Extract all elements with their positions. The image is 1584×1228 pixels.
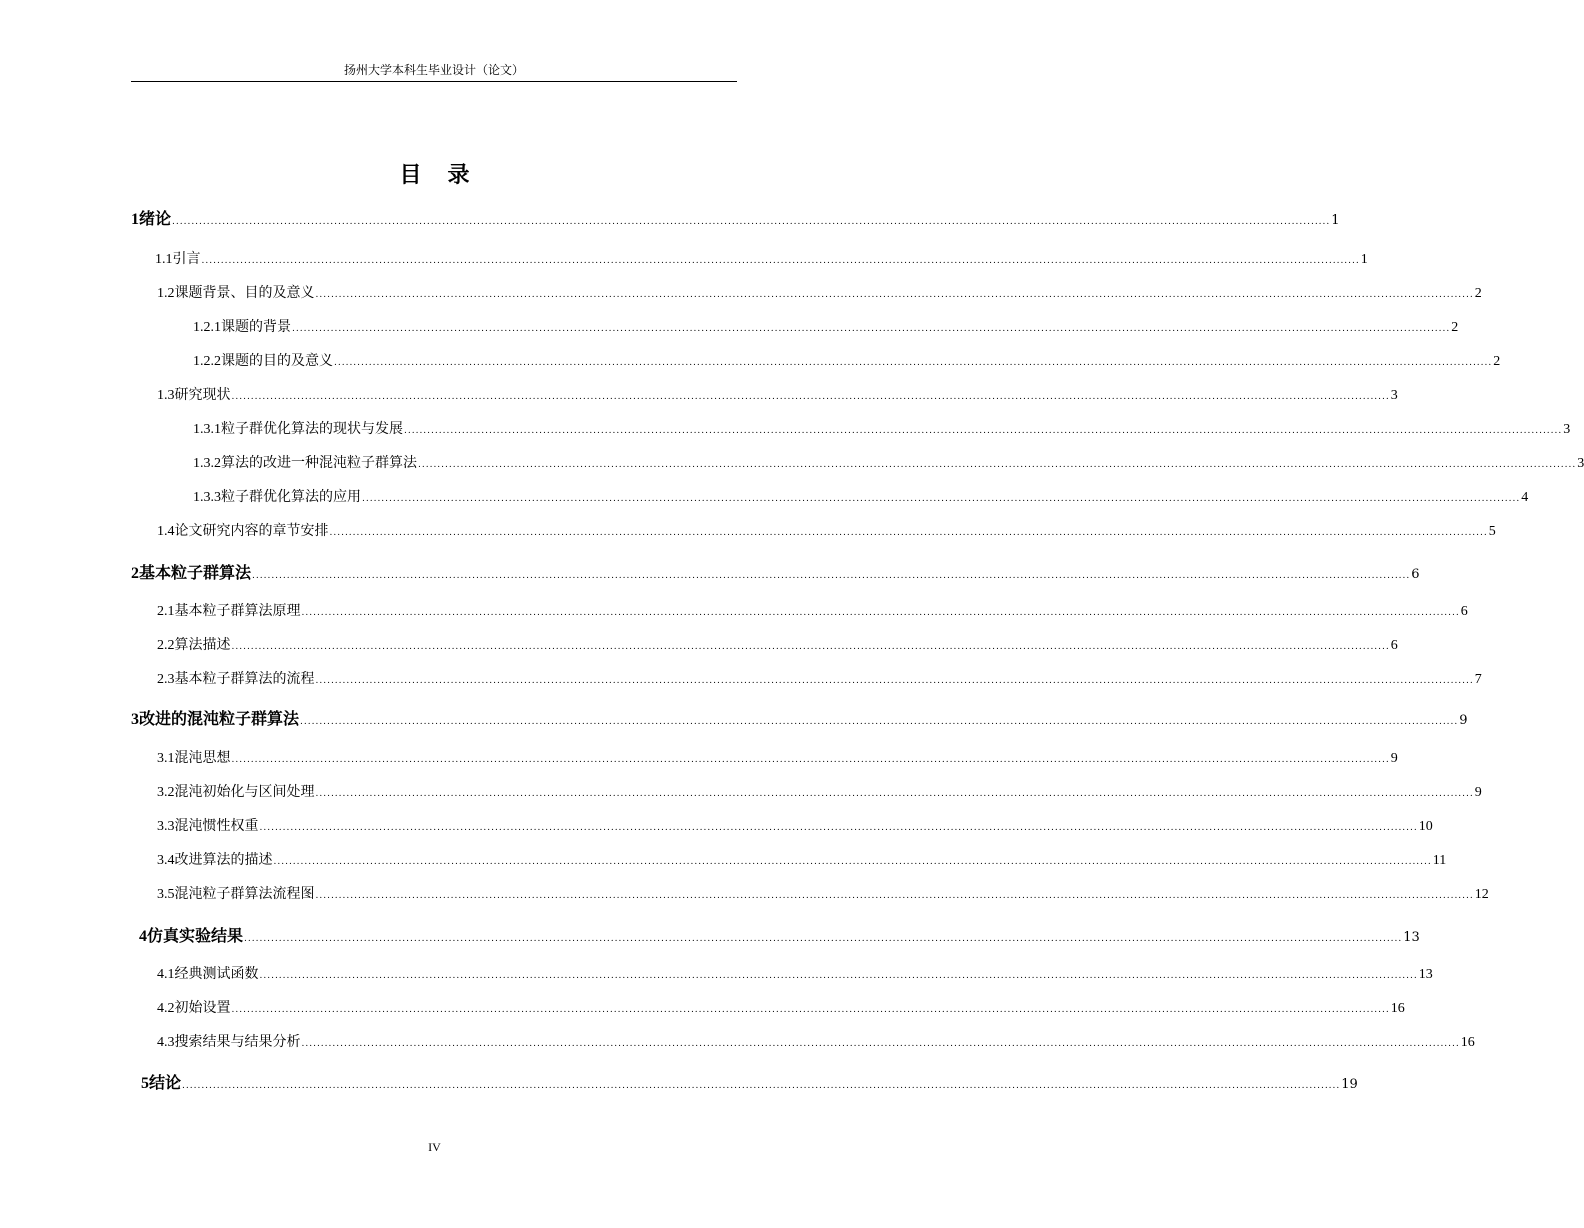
toc-entry-label: 算法描述 bbox=[174, 637, 231, 653]
toc-entry-label: 课题的背景 bbox=[221, 319, 291, 335]
toc-leader-dots: ............................................................................................................................................................................................................................................................................................................ bbox=[182, 1081, 1341, 1091]
toc-entry-number: 2.2 bbox=[157, 638, 175, 653]
toc-entry-label: 粒子群优化算法的现状与发展 bbox=[221, 421, 403, 437]
toc-entry-label: 引言 bbox=[172, 251, 201, 267]
toc-entry-number: 3.2 bbox=[157, 785, 175, 800]
toc-entry-page: 6 bbox=[1390, 638, 1398, 653]
toc-entry-label: 课题的目的及意义 bbox=[221, 353, 333, 369]
toc-entry-number: 4.3 bbox=[157, 1035, 175, 1050]
toc-entry-1-3-1[interactable] bbox=[193, 417, 1571, 441]
toc-entry-label: 初始设置 bbox=[174, 1000, 231, 1016]
toc-entry-label: 改进算法的描述 bbox=[174, 852, 273, 868]
toc-entry-page: 4 bbox=[1521, 490, 1529, 505]
toc-entry-number: 1.3.3 bbox=[193, 490, 221, 505]
toc-leader-dots: ............................................................................................................................................................................................................................................................................................................ bbox=[231, 755, 1390, 765]
toc-entry-page: 2 bbox=[1493, 354, 1501, 369]
toc-leader-dots: ............................................................................................................................................................................................................................................................................................................ bbox=[201, 256, 1360, 266]
toc-entry-number: 3.1 bbox=[157, 751, 175, 766]
toc-entry-page: 12 bbox=[1474, 887, 1489, 902]
toc-title: 目录 bbox=[399, 163, 496, 188]
toc-entry-page: 7 bbox=[1474, 672, 1482, 687]
toc-entry-3[interactable] bbox=[131, 707, 1468, 731]
toc-entry-label: 基本粒子群算法的流程 bbox=[174, 671, 315, 687]
header-rule bbox=[131, 81, 737, 82]
toc-entry-number: 5 bbox=[141, 1075, 149, 1092]
toc-leader-dots: ............................................................................................................................................................................................................................................................................................................ bbox=[418, 460, 1577, 470]
toc-leader-dots: ............................................................................................................................................................................................................................................................................................................ bbox=[315, 290, 1474, 300]
toc-entry-1-3-3[interactable] bbox=[193, 485, 1529, 509]
toc-entry-number: 2.3 bbox=[157, 672, 175, 687]
toc-leader-dots: ............................................................................................................................................................................................................................................................................................................ bbox=[244, 934, 1403, 944]
toc-entry-number: 4 bbox=[139, 928, 147, 945]
toc-entry-1-4[interactable] bbox=[157, 519, 1496, 543]
toc-entry-label: 绪论 bbox=[139, 209, 172, 228]
toc-entry-label: 基本粒子群算法 bbox=[139, 563, 252, 582]
toc-entry-3-5[interactable] bbox=[157, 882, 1489, 906]
toc-leader-dots: ............................................................................................................................................................................................................................................................................................................ bbox=[172, 217, 1331, 227]
toc-leader-dots: ............................................................................................................................................................................................................................................................................................................ bbox=[259, 971, 1418, 981]
toc-entry-number: 3.4 bbox=[157, 853, 175, 868]
toc-entry-page: 16 bbox=[1460, 1035, 1475, 1050]
toc-entry-number: 1 bbox=[131, 211, 139, 228]
page-number: IV bbox=[428, 1140, 441, 1154]
toc-entry-4-3[interactable] bbox=[157, 1030, 1475, 1054]
toc-entry-3-3[interactable] bbox=[157, 814, 1433, 838]
toc-entry-1-3[interactable] bbox=[157, 383, 1398, 407]
toc-entry-number: 2 bbox=[131, 565, 139, 582]
toc-entry-label: 混沌粒子群算法流程图 bbox=[174, 886, 315, 902]
toc-entry-label: 改进的混沌粒子群算法 bbox=[139, 709, 300, 728]
toc-entry-number: 1.4 bbox=[157, 524, 175, 539]
toc-leader-dots: ............................................................................................................................................................................................................................................................................................................ bbox=[273, 857, 1432, 867]
toc-entry-label: 仿真实验结果 bbox=[147, 926, 244, 945]
toc-entry-3-4[interactable] bbox=[157, 848, 1447, 872]
toc-entry-label: 课题背景、目的及意义 bbox=[174, 285, 315, 301]
toc-entry-label: 混沌思想 bbox=[174, 750, 231, 766]
toc-entry-page: 11 bbox=[1432, 853, 1447, 868]
toc-entry-number: 1.2.1 bbox=[193, 320, 221, 335]
toc-entry-label: 粒子群优化算法的应用 bbox=[221, 489, 361, 505]
toc-leader-dots: ............................................................................................................................................................................................................................................................................................................ bbox=[259, 823, 1418, 833]
toc-leader-dots: ............................................................................................................................................................................................................................................................................................................ bbox=[301, 1039, 1460, 1049]
toc-leader-dots: ............................................................................................................................................................................................................................................................................................................ bbox=[404, 426, 1563, 436]
toc-entry-page: 10 bbox=[1418, 819, 1433, 834]
toc-entry-label: 基本粒子群算法原理 bbox=[174, 603, 301, 619]
toc-entry-number: 2.1 bbox=[157, 604, 175, 619]
toc-entry-label: 混沌惯性权重 bbox=[174, 818, 259, 834]
toc-entry-1-2-2[interactable] bbox=[193, 349, 1501, 373]
toc-entry-1-1[interactable] bbox=[155, 247, 1368, 271]
toc-entry-page: 16 bbox=[1390, 1001, 1405, 1016]
toc-entry-1-2[interactable] bbox=[157, 281, 1482, 305]
toc-entry-page: 1 bbox=[1331, 213, 1340, 228]
toc-leader-dots: ............................................................................................................................................................................................................................................................................................................ bbox=[362, 494, 1521, 504]
toc-entry-4-2[interactable] bbox=[157, 996, 1405, 1020]
toc-entry-page: 3 bbox=[1563, 422, 1571, 437]
toc-entry-label: 结论 bbox=[149, 1073, 182, 1092]
toc-entry-label: 经典测试函数 bbox=[174, 966, 259, 982]
toc-entry-page: 6 bbox=[1411, 567, 1420, 582]
toc-entry-label: 算法的改进一种混沌粒子群算法 bbox=[221, 455, 417, 471]
toc-entry-number: 3.5 bbox=[157, 887, 175, 902]
toc-leader-dots: ............................................................................................................................................................................................................................................................................................................ bbox=[252, 571, 1411, 581]
toc-entry-page: 2 bbox=[1451, 320, 1459, 335]
toc-entry-label: 论文研究内容的章节安排 bbox=[174, 523, 329, 539]
toc-leader-dots: ............................................................................................................................................................................................................................................................................................................ bbox=[300, 717, 1459, 727]
toc-leader-dots: ............................................................................................................................................................................................................................................................................................................ bbox=[315, 891, 1474, 901]
toc-leader-dots: ............................................................................................................................................................................................................................................................................................................ bbox=[315, 676, 1474, 686]
toc-entry-page: 5 bbox=[1488, 524, 1496, 539]
toc-entry-3-2[interactable] bbox=[157, 780, 1482, 804]
toc-leader-dots: ............................................................................................................................................................................................................................................................................................................ bbox=[334, 358, 1493, 368]
toc-entry-number: 1.3 bbox=[157, 388, 175, 403]
toc-entry-page: 13 bbox=[1418, 967, 1433, 982]
toc-leader-dots: ............................................................................................................................................................................................................................................................................................................ bbox=[329, 528, 1488, 538]
toc-entry-2-1[interactable] bbox=[157, 599, 1468, 623]
toc-entry-2-3[interactable] bbox=[157, 667, 1482, 691]
toc-leader-dots: ............................................................................................................................................................................................................................................................................................................ bbox=[315, 789, 1474, 799]
toc-leader-dots: ............................................................................................................................................................................................................................................................................................................ bbox=[231, 392, 1390, 402]
toc-entry-page: 19 bbox=[1341, 1077, 1358, 1092]
toc-entry-label: 混沌初始化与区间处理 bbox=[174, 784, 315, 800]
running-header: 扬州大学本科生毕业设计（论文） bbox=[343, 63, 524, 77]
toc-entry-1-3-2[interactable] bbox=[193, 451, 1584, 475]
toc-entry-number: 4.1 bbox=[157, 967, 175, 982]
toc-entry-page: 3 bbox=[1577, 456, 1584, 471]
toc-entry-1-2-1[interactable] bbox=[193, 315, 1459, 339]
toc-entry-page: 3 bbox=[1390, 388, 1398, 403]
toc-entry-page: 1 bbox=[1360, 252, 1368, 267]
toc-leader-dots: ............................................................................................................................................................................................................................................................................................................ bbox=[301, 608, 1460, 618]
toc-entry-page: 6 bbox=[1460, 604, 1468, 619]
toc-entry-page: 9 bbox=[1390, 751, 1398, 766]
toc-entry-3-1[interactable] bbox=[157, 746, 1398, 770]
toc-entry-number: 1.3.1 bbox=[193, 422, 221, 437]
toc-entry-number: 3.3 bbox=[157, 819, 175, 834]
toc-entry-4-1[interactable] bbox=[157, 962, 1433, 986]
toc-entry-page: 2 bbox=[1474, 286, 1482, 301]
toc-entry-label: 研究现状 bbox=[174, 387, 231, 403]
toc-leader-dots: ............................................................................................................................................................................................................................................................................................................ bbox=[231, 1005, 1390, 1015]
toc-entry-2-2[interactable] bbox=[157, 633, 1398, 657]
toc-entry-label: 搜索结果与结果分析 bbox=[174, 1034, 301, 1050]
toc-entry-page: 9 bbox=[1459, 713, 1468, 728]
toc-entry-number: 1.2 bbox=[157, 286, 175, 301]
toc-entry-1[interactable] bbox=[131, 207, 1340, 231]
toc-entry-4[interactable] bbox=[139, 924, 1420, 948]
toc-entry-number: 1.2.2 bbox=[193, 354, 221, 369]
toc-entry-number: 1.1 bbox=[155, 252, 173, 267]
toc-entry-number: 1.3.2 bbox=[193, 456, 221, 471]
toc-entry-number: 4.2 bbox=[157, 1001, 175, 1016]
toc-entry-5[interactable] bbox=[141, 1071, 1358, 1095]
toc-leader-dots: ............................................................................................................................................................................................................................................................................................................ bbox=[231, 642, 1390, 652]
toc-leader-dots: ............................................................................................................................................................................................................................................................................................................ bbox=[292, 324, 1451, 334]
toc-entry-page: 13 bbox=[1403, 930, 1420, 945]
toc-entry-number: 3 bbox=[131, 711, 139, 728]
toc-entry-2[interactable] bbox=[131, 561, 1420, 585]
toc-entry-page: 9 bbox=[1474, 785, 1482, 800]
